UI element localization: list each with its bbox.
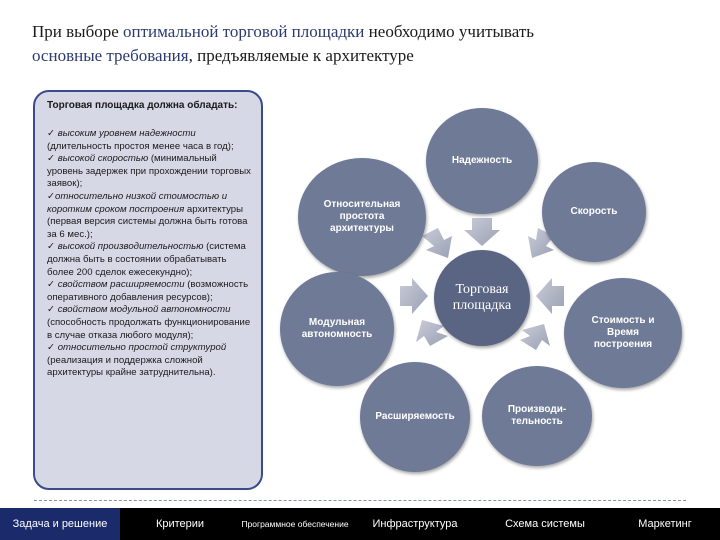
panel-heading: Торговая площадка должна обладать: — [47, 100, 238, 111]
requirement-text: (длительность простоя менее часа в год); — [47, 140, 234, 152]
check-icon: ✓ — [47, 304, 56, 316]
list-item — [47, 241, 251, 279]
requirement-text: (минимальный уровень задержек при прохождении торговых заявок); — [47, 153, 251, 190]
tab-label: Программное обеспечение — [241, 519, 349, 529]
tab-task-solution[interactable] — [0, 508, 120, 540]
title-highlight-2: основные требования — [32, 46, 189, 65]
list-item — [47, 128, 251, 153]
arrow-icon — [422, 228, 452, 258]
modular-node — [280, 272, 394, 386]
divider — [34, 500, 686, 501]
modular-label: Модульная автономность — [301, 317, 373, 340]
check-icon: ✓ — [47, 153, 56, 165]
tab-infrastructure[interactable] — [350, 508, 480, 540]
speed-node — [542, 162, 646, 262]
simplicity-node — [298, 158, 426, 276]
list-item — [47, 153, 251, 191]
check-icon: ✓ — [47, 241, 56, 253]
speed-label: Скорость — [570, 206, 618, 217]
performance-label: Производи-тельность — [507, 404, 567, 427]
center-node — [434, 250, 530, 346]
requirements-list — [47, 128, 251, 380]
tab-system-scheme[interactable] — [480, 508, 610, 540]
extensibility-label: Расширяемость — [375, 411, 455, 422]
simplicity-label: Относительная простота архитектуры — [323, 199, 401, 234]
requirement-emphasis: свойством модульной автономности — [57, 304, 231, 316]
check-icon: ✓ — [47, 342, 56, 354]
tab-label: Задача и решение — [12, 517, 108, 530]
tab-criteria[interactable] — [120, 508, 240, 540]
requirement-emphasis: свойством расширяемости — [57, 279, 185, 291]
tab-marketing[interactable] — [610, 508, 720, 540]
center-node-label: Торговая площадка — [452, 282, 512, 313]
arrow-icon — [520, 324, 550, 350]
reliability-label: Надежность — [451, 155, 513, 166]
check-icon: ✓ — [47, 190, 56, 202]
title-part-1: При выборе — [32, 22, 124, 41]
check-icon: ✓ — [47, 279, 56, 291]
requirement-emphasis: относительно низкой стоимостью и коротким сроком построения — [47, 190, 228, 215]
list-item — [47, 304, 251, 342]
arrow-icon — [536, 278, 564, 314]
reliability-node — [426, 108, 538, 214]
requirement-emphasis: высоким уровнем надежности — [57, 128, 196, 139]
slide-title — [32, 20, 692, 68]
check-icon: ✓ — [47, 128, 56, 139]
requirement-text: (система должна быть в состоянии обрабатывать более 200 сделок ежесекундно); — [47, 241, 246, 278]
cost-time-label: Стоимость и Время построения — [591, 315, 655, 350]
requirements-panel — [33, 90, 263, 490]
cost-time-node — [564, 278, 682, 388]
arrow-icon — [400, 278, 428, 314]
tab-label: Критерии — [155, 517, 205, 530]
requirement-text: (возможность оперативного добавления ресурсов); — [47, 279, 249, 303]
list-item — [47, 191, 251, 241]
title-part-3: необходимо учитывать — [364, 22, 535, 41]
list-item — [47, 279, 251, 304]
performance-node — [482, 366, 592, 466]
tab-label: Схема системы — [505, 517, 585, 530]
title-part-5: , предъявляемые к архитектуре — [188, 46, 414, 65]
title-highlight-1: оптимальной торговой площадки — [123, 22, 365, 41]
list-item — [47, 342, 251, 380]
requirement-emphasis: высокой производительностью — [57, 241, 204, 253]
requirement-emphasis: относительно простой структурой — [57, 342, 227, 354]
requirement-text: архитектуры (первая версия системы должна быть готова за 6 мес.); — [47, 203, 248, 240]
arrow-icon — [464, 218, 500, 246]
requirement-text: (способность продолжать функционирование в случае отказа любого модуля); — [47, 316, 251, 341]
extensibility-node — [360, 362, 470, 472]
requirement-emphasis: высокой скоростью — [57, 153, 149, 165]
requirement-text: (реализация и поддержка сложной архитектуры крайне затруднительна). — [47, 354, 216, 379]
tab-software[interactable] — [240, 508, 350, 540]
tab-label: Инфраструктура — [372, 517, 458, 530]
navigation-tabs — [0, 508, 720, 540]
tab-label: Маркетинг — [638, 517, 692, 530]
